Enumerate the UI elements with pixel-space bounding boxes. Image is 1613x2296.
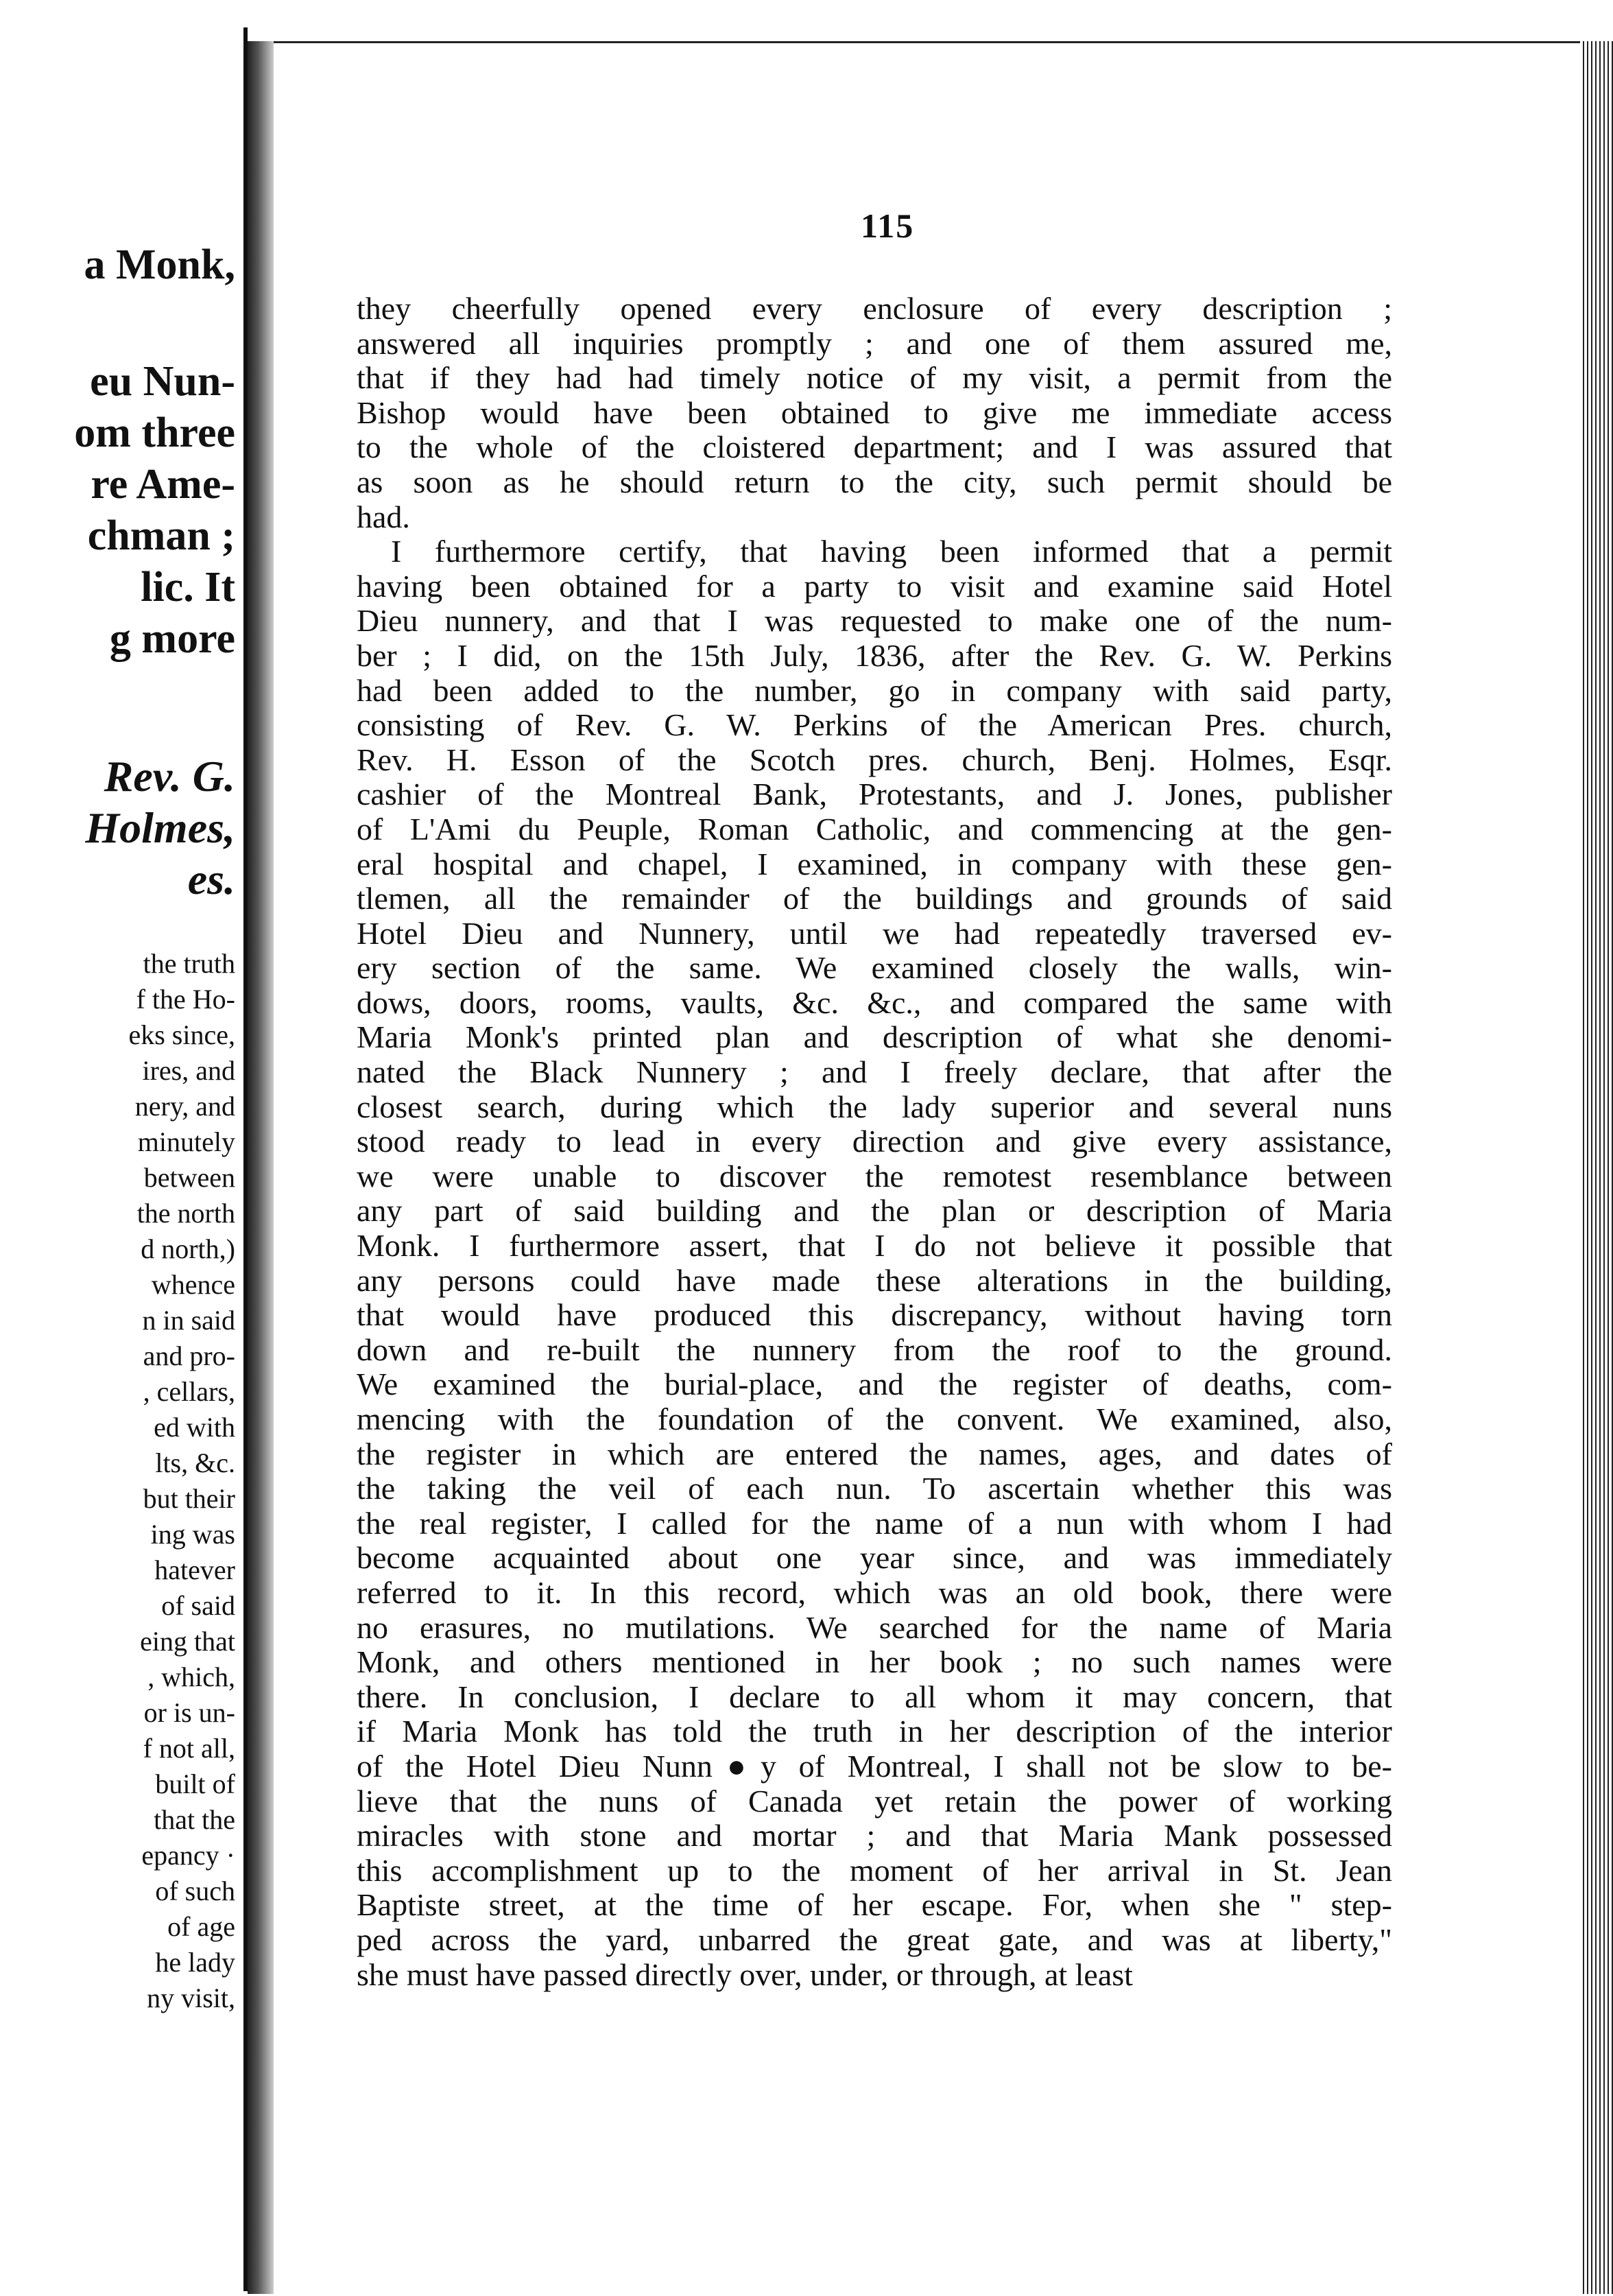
text-line: I furthermore certify, that having been informed that a permit	[391, 534, 1392, 569]
text-line: having been obtained for a party to visit and examine said Hotel	[357, 568, 1392, 604]
text-line: any persons could have made these alterations in the building,	[357, 1262, 1392, 1298]
left-page-line: the north	[136, 1198, 235, 1229]
left-page-line: d north,)	[141, 1233, 235, 1264]
left-page-line: n in said	[142, 1305, 235, 1336]
text-line: we were unable to discover the remotest resemblance between	[357, 1158, 1392, 1194]
left-page-line: epancy ·	[141, 1840, 235, 1871]
text-line: she must have passed directly over, under, or through, at least	[357, 1956, 1133, 1992]
body-text	[357, 292, 1392, 1992]
left-page-line: nery, and	[134, 1091, 235, 1122]
left-page-line: of said	[161, 1590, 235, 1621]
left-page-line: Rev. G.	[104, 752, 235, 801]
left-page-line: he lady	[155, 1947, 235, 1978]
text-line: ery section of the same. We examined closely the walls, win-	[357, 950, 1392, 986]
text-line: Baptiste street, at the time of her escape. For, when she " step-	[357, 1887, 1392, 1923]
left-page-line: Holmes,	[85, 803, 235, 852]
left-page-line: eing that	[140, 1626, 235, 1657]
text-line: there. In conclusion, I declare to all whom it may concern, that	[357, 1679, 1392, 1714]
left-page-line: ny visit,	[147, 1983, 235, 2013]
text-line: ber ; I did, on the 15th July, 1836, after the Rev. G. W. Perkins	[357, 637, 1392, 673]
left-page-line: built of	[155, 1768, 235, 1799]
text-line: that if they had had timely notice of my visit, a permit from the	[357, 360, 1392, 396]
left-page-line: om three	[74, 410, 235, 456]
left-page-line: between	[143, 1162, 235, 1193]
left-page-line: g more	[109, 615, 235, 662]
text-line: miracles with stone and mortar ; and that Maria Mank possessed	[357, 1818, 1392, 1854]
left-page-line: eu Nun-	[90, 358, 235, 405]
text-line: of the Hotel Dieu Nunn●y of Montreal, I shall not be slow to be-	[357, 1748, 1392, 1784]
text-line: Rev. H. Esson of the Scotch pres. church, Benj. Holmes, Esqr.	[357, 742, 1392, 777]
text-line: no erasures, no mutilations. We searched for the name of Maria	[357, 1609, 1392, 1645]
text-line: had.	[357, 499, 410, 534]
text-line: had been added to the number, go in company with said party,	[357, 672, 1392, 708]
text-line: stood ready to lead in every direction and give every assistance,	[357, 1124, 1392, 1159]
text-line: that would have produced this discrepancy, without having torn	[357, 1297, 1392, 1333]
left-page-line: chman ;	[87, 512, 235, 559]
text-line: Monk, and others mentioned in her book ; no such names were	[357, 1644, 1392, 1680]
left-page-line: lic. It	[141, 564, 235, 611]
text-line: Bishop would have been obtained to give me immediate access	[357, 394, 1392, 430]
left-page-line: and pro-	[143, 1340, 235, 1371]
text-line: down and re-built the nunnery from the roof to the ground.	[357, 1332, 1392, 1367]
left-page-line: , cellars,	[143, 1376, 235, 1407]
left-page-line: of age	[167, 1911, 235, 1942]
text-line: mencing with the foundation of the convent. We examined, also,	[357, 1401, 1392, 1436]
text-line: this accomplishment up to the moment of her arrival in St. Jean	[357, 1852, 1392, 1888]
text-line: referred to it. In this record, which was an old book, there were	[357, 1574, 1392, 1610]
left-page-line: but their	[143, 1483, 235, 1514]
text-line: the register in which are entered the names, ages, and dates of	[357, 1436, 1392, 1471]
text-line: consisting of Rev. G. W. Perkins of the American Pres. church,	[357, 707, 1392, 743]
text-line: Hotel Dieu and Nunnery, until we had repeatedly traversed ev-	[357, 915, 1392, 951]
text-line: they cheerfully opened every enclosure of every description ;	[357, 291, 1392, 326]
text-line: cashier of the Montreal Bank, Protestants, and J. Jones, publisher	[357, 777, 1392, 812]
left-page-line: es.	[187, 855, 235, 903]
text-line: Maria Monk's printed plan and description of what she denomi-	[357, 1019, 1392, 1055]
text-line: as soon as he should return to the city, such permit should be	[357, 464, 1392, 499]
text-line: Dieu nunnery, and that I was requested to make one of the num-	[357, 603, 1392, 639]
text-line: closest search, during which the lady superior and several nuns	[357, 1089, 1392, 1124]
left-page-line: eks since,	[128, 1019, 235, 1050]
text-line: the taking the veil of each nun. To ascertain whether this was	[357, 1471, 1392, 1506]
text-line: ped across the yard, unbarred the great gate, and was at liberty,"	[357, 1921, 1392, 1957]
text-line: tlemen, all the remainder of the buildings and grounds of said	[357, 881, 1392, 916]
page-number: 115	[861, 206, 915, 245]
left-page-line: of such	[155, 1875, 235, 1906]
text-line: eral hospital and chapel, I examined, in company with these gen-	[357, 846, 1392, 881]
text-line: We examined the burial-place, and the register of deaths, com-	[357, 1366, 1392, 1402]
text-line: nated the Black Nunnery ; and I freely declare, that after the	[357, 1054, 1392, 1090]
page-edges	[1580, 41, 1613, 2294]
left-page-line: minutely	[137, 1126, 235, 1157]
left-page-line: , which,	[147, 1661, 235, 1692]
text-line: Monk. I furthermore assert, that I do not believe it possible that	[357, 1228, 1392, 1264]
left-page-line: ires, and	[142, 1055, 235, 1086]
left-page-line: a Monk,	[84, 241, 235, 288]
previous-page-fragment	[0, 27, 248, 2291]
text-line: any part of said building and the plan or description of Maria	[357, 1193, 1392, 1229]
left-page-line: the truth	[143, 948, 235, 979]
book-gutter	[248, 41, 274, 2294]
left-page-line: f the Ho-	[136, 984, 235, 1015]
text-line: dows, doors, rooms, vaults, &c. &c., and compared the same with	[357, 984, 1392, 1020]
left-page-line: ed with	[154, 1412, 235, 1443]
text-line: of L'Ami du Peuple, Roman Catholic, and commencing at the gen-	[357, 811, 1392, 847]
text-line: to the whole of the cloistered department; and I was assured that	[357, 429, 1392, 465]
text-line: become acquainted about one year since, and was immediately	[357, 1540, 1392, 1576]
text-line: if Maria Monk has told the truth in her description of the interior	[357, 1714, 1392, 1749]
text-line: the real register, I called for the name of a nun with whom I had	[357, 1505, 1392, 1541]
left-page-line: hatever	[154, 1554, 235, 1585]
left-page-line: ing was	[150, 1519, 235, 1550]
left-page-line: f not all,	[143, 1733, 235, 1764]
left-page-line: whence	[151, 1269, 235, 1300]
text-line: lieve that the nuns of Canada yet retain the power of working	[357, 1783, 1392, 1819]
left-page-line: or is un-	[143, 1697, 235, 1728]
left-page-line: lts, &c.	[155, 1447, 235, 1478]
left-page-line: re Ame-	[91, 461, 235, 508]
left-page-line: that the	[154, 1804, 235, 1835]
text-line: answered all inquiries promptly ; and one of them assured me,	[357, 325, 1392, 361]
